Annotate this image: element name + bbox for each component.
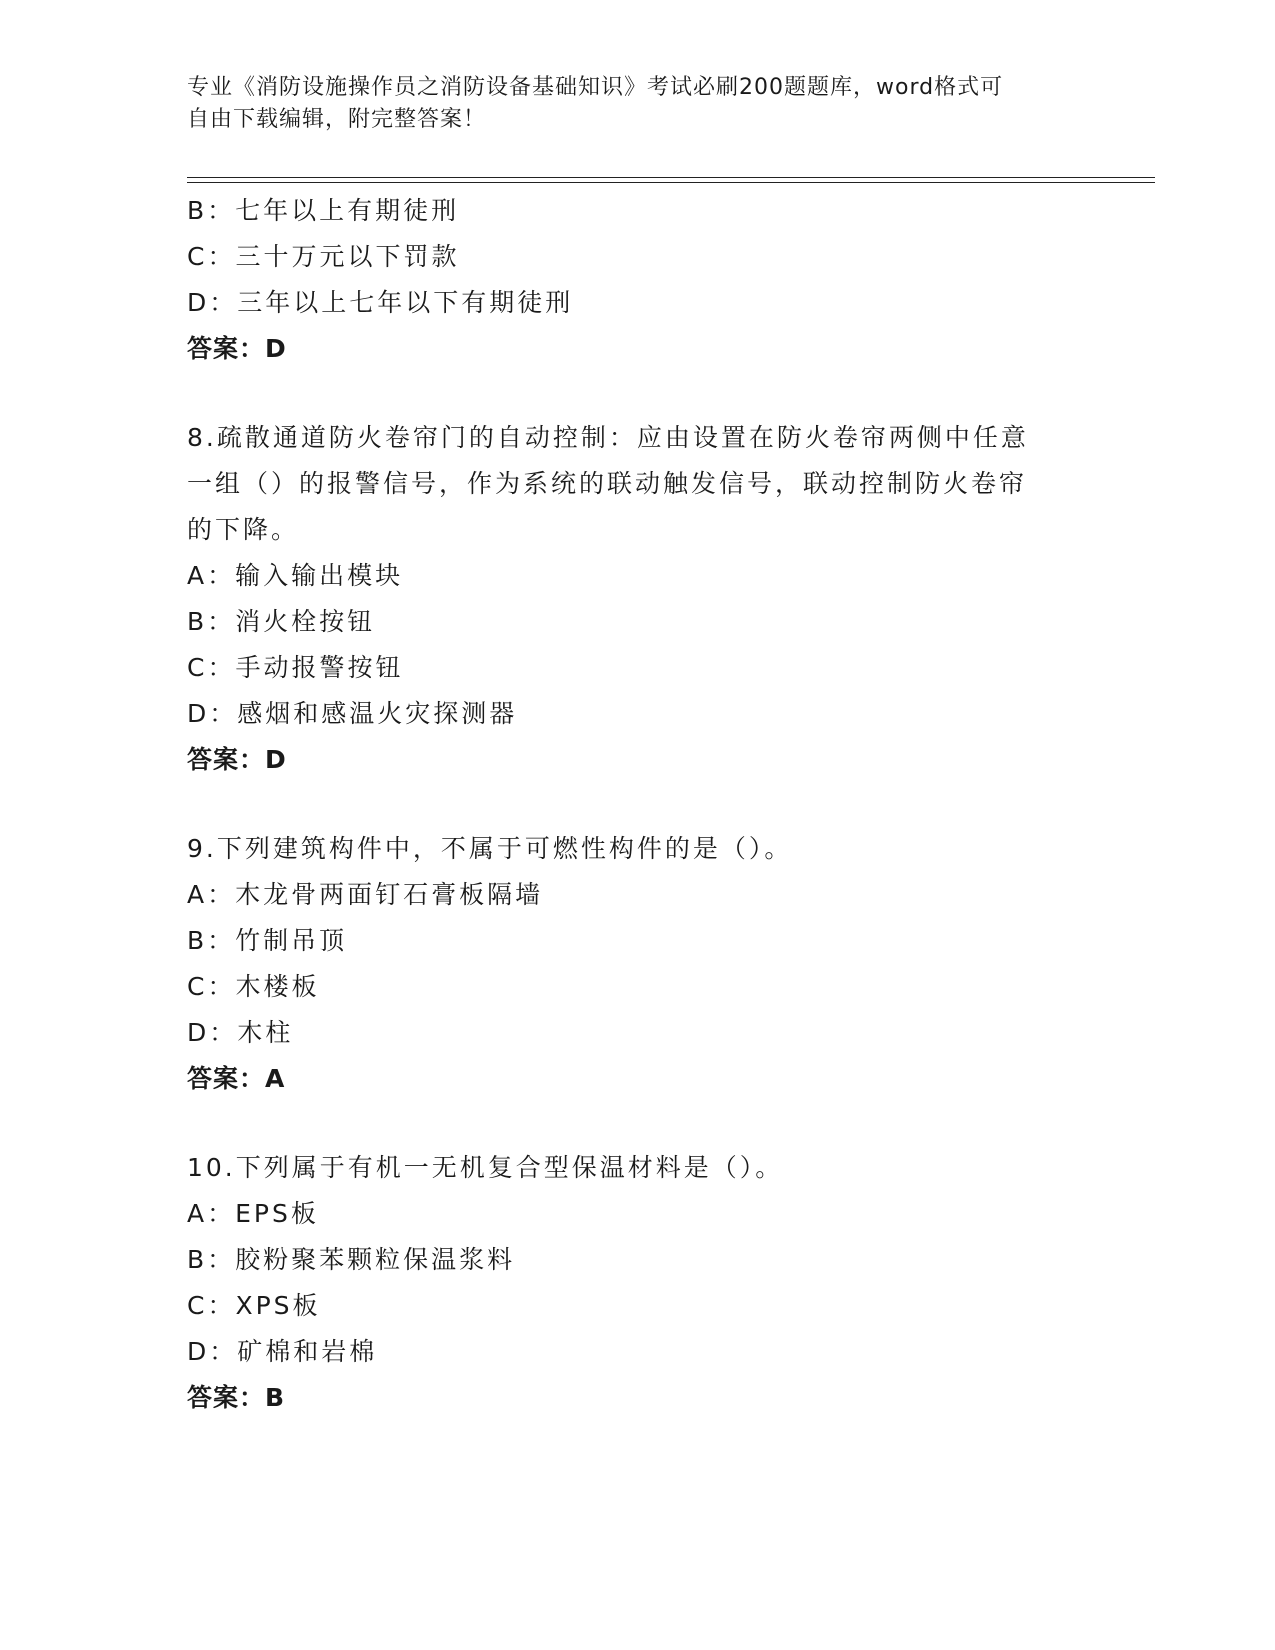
option-b: B：竹制吊顶 (187, 926, 348, 955)
header-divider-bottom (187, 182, 1155, 183)
option-b: B：消火栓按钮 (187, 607, 376, 636)
answer-line: 答案：B (187, 1383, 286, 1412)
question-stem-line: 的下降。 (187, 515, 300, 544)
option-c: C：手动报警按钮 (187, 653, 404, 682)
option-d: D：木柱 (187, 1018, 294, 1047)
option-d: D：矿棉和岩棉 (187, 1337, 378, 1366)
question-9 (187, 826, 1107, 1102)
option-c: C：木楼板 (187, 972, 320, 1001)
header-divider-top (187, 177, 1155, 178)
header-line-2: 自由下载编辑，附完整答案！ (187, 107, 487, 132)
option-a: A：输入输出模块 (187, 561, 404, 590)
option-d: D：感烟和感温火灾探测器 (187, 699, 518, 728)
answer-line: 答案：D (187, 745, 287, 774)
answer-line: 答案：D (187, 334, 287, 363)
option-c: C：XPS板 (187, 1291, 321, 1320)
question-7-continued (187, 188, 1107, 372)
question-list (187, 188, 1107, 1421)
option-a: A：EPS板 (187, 1199, 319, 1228)
question-stem-line: 10.下列属于有机一无机复合型保温材料是（）。 (187, 1153, 784, 1182)
question-10 (187, 1145, 1107, 1421)
document-header (187, 72, 1067, 136)
question-stem-line: 9.下列建筑构件中，不属于可燃性构件的是（）。 (187, 834, 793, 863)
option-b: B：胶粉聚苯颗粒保温浆料 (187, 1245, 516, 1274)
answer-line: 答案：A (187, 1064, 286, 1093)
option-c: C：三十万元以下罚款 (187, 242, 460, 271)
spacer (187, 783, 1107, 826)
spacer (187, 1102, 1107, 1145)
question-stem-line: 8.疏散通道防火卷帘门的自动控制：应由设置在防火卷帘两侧中任意 (187, 423, 1029, 452)
header-line-1: 专业《消防设施操作员之消防设备基础知识》考试必刷200题题库，word格式可 (187, 75, 1004, 100)
option-d: D：三年以上七年以下有期徒刑 (187, 288, 574, 317)
spacer (187, 372, 1107, 415)
question-stem-line: 一组（）的报警信号，作为系统的联动触发信号，联动控制防火卷帘 (187, 469, 1028, 498)
question-8 (187, 415, 1107, 783)
option-a: A：木龙骨两面钉石膏板隔墙 (187, 880, 544, 909)
option-b: B：七年以上有期徒刑 (187, 196, 460, 225)
